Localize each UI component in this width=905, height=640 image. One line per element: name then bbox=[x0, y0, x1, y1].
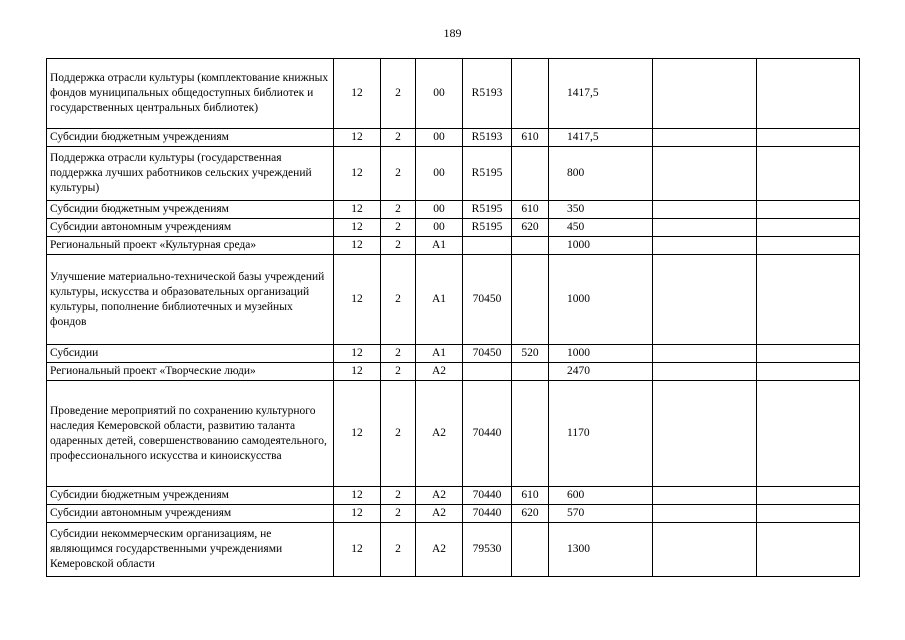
code-expense-type bbox=[512, 147, 549, 201]
code-program: А1 bbox=[416, 237, 463, 255]
code-section: 12 bbox=[334, 363, 381, 381]
code-article: R5195 bbox=[463, 219, 512, 237]
empty-column-2 bbox=[757, 237, 860, 255]
code-section: 12 bbox=[334, 147, 381, 201]
code-section: 12 bbox=[334, 505, 381, 523]
code-program: А2 bbox=[416, 505, 463, 523]
empty-column-1 bbox=[653, 363, 757, 381]
amount: 800 bbox=[549, 147, 653, 201]
empty-column-1 bbox=[653, 381, 757, 487]
code-subsection: 2 bbox=[381, 487, 416, 505]
table-row bbox=[47, 219, 860, 237]
code-subsection: 2 bbox=[381, 59, 416, 129]
code-section: 12 bbox=[334, 201, 381, 219]
table-row bbox=[47, 129, 860, 147]
code-subsection: 2 bbox=[381, 345, 416, 363]
table-row bbox=[47, 523, 860, 577]
code-expense-type bbox=[512, 363, 549, 381]
code-program: А2 bbox=[416, 381, 463, 487]
row-name: Поддержка отрасли культуры (государственная поддержка лучших работников сельских учреждений культуры) bbox=[47, 147, 334, 201]
code-program: 00 bbox=[416, 129, 463, 147]
code-subsection: 2 bbox=[381, 523, 416, 577]
empty-column-1 bbox=[653, 237, 757, 255]
amount: 1417,5 bbox=[549, 59, 653, 129]
empty-column-1 bbox=[653, 487, 757, 505]
code-section: 12 bbox=[334, 523, 381, 577]
code-article: 79530 bbox=[463, 523, 512, 577]
code-article: 70450 bbox=[463, 345, 512, 363]
code-subsection: 2 bbox=[381, 147, 416, 201]
code-article bbox=[463, 237, 512, 255]
empty-column-2 bbox=[757, 255, 860, 345]
code-expense-type: 610 bbox=[512, 201, 549, 219]
code-article: 70450 bbox=[463, 255, 512, 345]
empty-column-1 bbox=[653, 219, 757, 237]
code-section: 12 bbox=[334, 487, 381, 505]
code-subsection: 2 bbox=[381, 255, 416, 345]
empty-column-1 bbox=[653, 505, 757, 523]
code-expense-type: 620 bbox=[512, 505, 549, 523]
empty-column-1 bbox=[653, 523, 757, 577]
table-row bbox=[47, 147, 860, 201]
code-section: 12 bbox=[334, 237, 381, 255]
empty-column-2 bbox=[757, 381, 860, 487]
code-subsection: 2 bbox=[381, 201, 416, 219]
code-article: R5193 bbox=[463, 129, 512, 147]
table-row bbox=[47, 381, 860, 487]
amount: 1300 bbox=[549, 523, 653, 577]
amount: 1417,5 bbox=[549, 129, 653, 147]
page-number: 189 bbox=[443, 26, 462, 40]
empty-column-2 bbox=[757, 523, 860, 577]
code-section: 12 bbox=[334, 59, 381, 129]
empty-column-2 bbox=[757, 147, 860, 201]
amount: 450 bbox=[549, 219, 653, 237]
code-section: 12 bbox=[334, 255, 381, 345]
code-section: 12 bbox=[334, 345, 381, 363]
amount: 2470 bbox=[549, 363, 653, 381]
amount: 1000 bbox=[549, 345, 653, 363]
code-expense-type bbox=[512, 381, 549, 487]
row-name: Субсидии некоммерческим организациям, не являющимся государственными учреждениями Кемеровской области bbox=[47, 523, 334, 577]
row-name: Субсидии бюджетным учреждениям bbox=[47, 201, 334, 219]
code-program: А1 bbox=[416, 345, 463, 363]
amount: 350 bbox=[549, 201, 653, 219]
amount: 1000 bbox=[549, 237, 653, 255]
table-row bbox=[47, 345, 860, 363]
amount: 1170 bbox=[549, 381, 653, 487]
empty-column-2 bbox=[757, 345, 860, 363]
code-program: 00 bbox=[416, 219, 463, 237]
code-expense-type bbox=[512, 523, 549, 577]
code-article: R5195 bbox=[463, 147, 512, 201]
amount: 570 bbox=[549, 505, 653, 523]
code-article: R5193 bbox=[463, 59, 512, 129]
row-name: Региональный проект «Культурная среда» bbox=[47, 237, 334, 255]
code-program: А1 bbox=[416, 255, 463, 345]
code-subsection: 2 bbox=[381, 505, 416, 523]
code-expense-type: 520 bbox=[512, 345, 549, 363]
code-article bbox=[463, 363, 512, 381]
empty-column-2 bbox=[757, 505, 860, 523]
table-row bbox=[47, 255, 860, 345]
code-expense-type bbox=[512, 255, 549, 345]
code-expense-type: 610 bbox=[512, 487, 549, 505]
code-section: 12 bbox=[334, 219, 381, 237]
code-subsection: 2 bbox=[381, 381, 416, 487]
empty-column-1 bbox=[653, 255, 757, 345]
empty-column-1 bbox=[653, 59, 757, 129]
code-article: 70440 bbox=[463, 381, 512, 487]
table-row bbox=[47, 505, 860, 523]
row-name: Поддержка отрасли культуры (комплектование книжных фондов муниципальных общедоступных библиотек и государственных центральных библиотек) bbox=[47, 59, 334, 129]
empty-column-2 bbox=[757, 59, 860, 129]
code-expense-type bbox=[512, 237, 549, 255]
row-name: Проведение мероприятий по сохранению культурного наследия Кемеровской области, развитию таланта одаренных детей, совершенствованию самодеятельного, профессионального искусства и киноискусства bbox=[47, 381, 334, 487]
empty-column-2 bbox=[757, 129, 860, 147]
amount: 600 bbox=[549, 487, 653, 505]
code-program: 00 bbox=[416, 201, 463, 219]
empty-column-2 bbox=[757, 201, 860, 219]
code-article: R5195 bbox=[463, 201, 512, 219]
table-row bbox=[47, 363, 860, 381]
row-name: Субсидии бюджетным учреждениям bbox=[47, 129, 334, 147]
code-subsection: 2 bbox=[381, 363, 416, 381]
code-expense-type: 620 bbox=[512, 219, 549, 237]
code-subsection: 2 bbox=[381, 237, 416, 255]
code-program: 00 bbox=[416, 147, 463, 201]
row-name: Субсидии автономным учреждениям bbox=[47, 505, 334, 523]
code-program: 00 bbox=[416, 59, 463, 129]
row-name: Региональный проект «Творческие люди» bbox=[47, 363, 334, 381]
table-body bbox=[47, 59, 860, 577]
code-article: 70440 bbox=[463, 505, 512, 523]
row-name: Субсидии бюджетным учреждениям bbox=[47, 487, 334, 505]
row-name: Улучшение материально-технической базы учреждений культуры, искусства и образовательных организаций культуры, пополнение библиотечных и музейных фондов bbox=[47, 255, 334, 345]
table-row bbox=[47, 59, 860, 129]
empty-column-1 bbox=[653, 201, 757, 219]
code-section: 12 bbox=[334, 129, 381, 147]
table-row bbox=[47, 237, 860, 255]
table-row bbox=[47, 487, 860, 505]
code-section: 12 bbox=[334, 381, 381, 487]
empty-column-1 bbox=[653, 147, 757, 201]
table-row bbox=[47, 201, 860, 219]
code-program: А2 bbox=[416, 487, 463, 505]
code-expense-type bbox=[512, 59, 549, 129]
empty-column-2 bbox=[757, 363, 860, 381]
code-program: А2 bbox=[416, 363, 463, 381]
empty-column-1 bbox=[653, 129, 757, 147]
budget-table bbox=[46, 58, 860, 577]
code-subsection: 2 bbox=[381, 219, 416, 237]
amount: 1000 bbox=[549, 255, 653, 345]
code-program: А2 bbox=[416, 523, 463, 577]
empty-column-1 bbox=[653, 345, 757, 363]
code-expense-type: 610 bbox=[512, 129, 549, 147]
code-subsection: 2 bbox=[381, 129, 416, 147]
row-name: Субсидии автономным учреждениям bbox=[47, 219, 334, 237]
code-article: 70440 bbox=[463, 487, 512, 505]
empty-column-2 bbox=[757, 487, 860, 505]
row-name: Субсидии bbox=[47, 345, 334, 363]
empty-column-2 bbox=[757, 219, 860, 237]
